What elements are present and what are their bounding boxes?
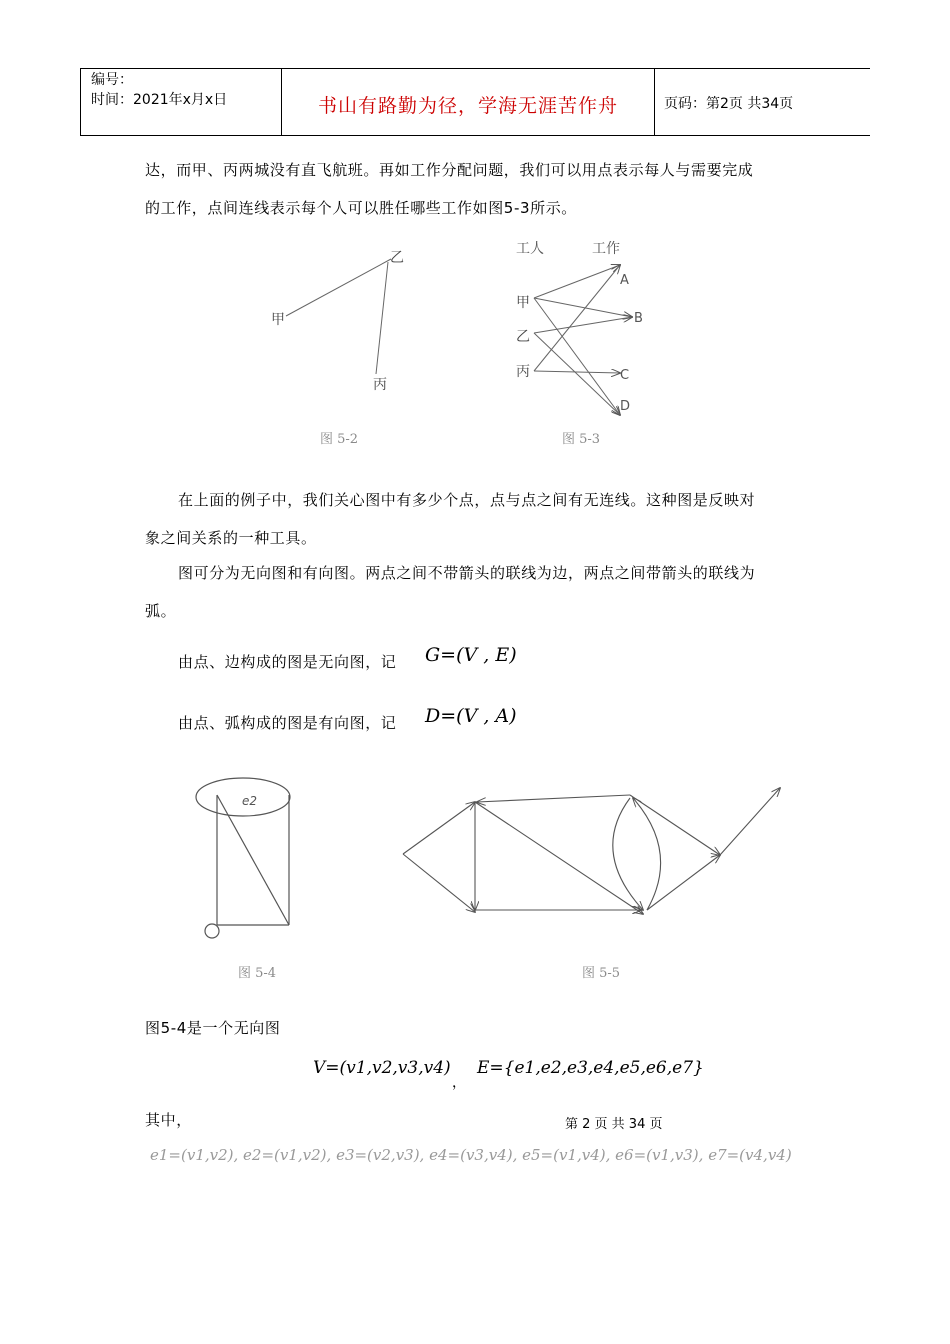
set-separator: ， [452, 1075, 466, 1091]
document-number-label: 编号： [91, 72, 133, 88]
document-time-label: 时间：2021年x月x日 [91, 92, 228, 108]
job-a: A [620, 273, 629, 288]
column-workers-label: 工人 [516, 241, 544, 257]
paragraph-where: 其中， [145, 1111, 192, 1129]
node-jia: 甲 [271, 312, 285, 328]
edge-diagonal [217, 795, 289, 925]
undirected-definition: 由点、边构成的图是无向图，记 [178, 653, 397, 671]
figure-5-5 [395, 780, 790, 940]
figure-5-3 [510, 235, 650, 425]
arc-yi-b [534, 317, 632, 333]
arc-a7 [613, 798, 643, 910]
arc-a9 [630, 795, 720, 855]
node-yi: 乙 [390, 250, 404, 266]
self-loop-edge [205, 924, 219, 938]
edge-e2-label: e2 [242, 794, 258, 808]
arc-a3 [477, 795, 630, 802]
directed-formula: D=(V , A) [425, 705, 517, 727]
header-table [80, 68, 870, 136]
arc-a8 [633, 798, 661, 910]
vertex-set-formula: V=(v1,v2,v3,v4) [313, 1058, 451, 1078]
edge-set-formula: E={e1,e2,e3,e4,e5,e6,e7} [477, 1058, 704, 1078]
arc-yi-d [534, 333, 620, 415]
edge-jia-yi [286, 259, 391, 316]
paragraph-1-line-2: 的工作，点间连线表示每个人可以胜任哪些工作如图5-3所示。 [145, 199, 577, 217]
undirected-formula: G=(V , E) [425, 644, 517, 666]
arc-a2 [403, 854, 475, 912]
paragraph-1-line-1: 达，而甲、丙两城没有直飞航班。再如工作分配问题，我们可以用点表示每人与需要完成 [145, 161, 754, 179]
header-page-cell [654, 69, 870, 135]
paragraph-3-line-2: 弧。 [145, 602, 177, 620]
figure-5-4-caption: 图 5-4 [238, 966, 277, 981]
header-slogan-cell [281, 69, 655, 135]
arc-a1 [403, 802, 475, 854]
edge-yi-bing [376, 262, 388, 374]
arc-bing-a [534, 265, 620, 371]
header-page-number: 页码：第2页 共34页 [664, 96, 794, 112]
worker-bing: 丙 [516, 364, 530, 380]
arc-jia-b [534, 298, 632, 317]
header-meta-cell [80, 69, 281, 135]
edge-definitions-line: e1=(v1,v2), e2=(v1,v2), e3=(v2,v3), e4=(v3,v4), e5=(v1,v4), e6=(v1,v3), e7=(v4,v4) [150, 1146, 792, 1164]
job-d: D [620, 399, 631, 414]
arc-jia-d [534, 298, 620, 415]
worker-yi: 乙 [516, 329, 530, 345]
arc-a11 [720, 788, 780, 855]
job-c: C [620, 368, 630, 383]
paragraph-2-line-1: 在上面的例子中，我们关心图中有多少个点，点与点之间有无连线。这种图是反映对 [178, 491, 756, 509]
paragraph-3-line-1: 图可分为无向图和有向图。两点之间不带箭头的联线为边，两点之间带箭头的联线为 [178, 564, 756, 582]
figure-5-2-caption: 图 5-2 [320, 432, 359, 447]
header-slogan: 书山有路勤为径，学海无涯苦作舟 [317, 95, 618, 117]
figure-5-4 [190, 765, 310, 945]
figure-5-2 [260, 240, 420, 450]
directed-definition: 由点、弧构成的图是有向图，记 [178, 714, 397, 732]
worker-jia: 甲 [516, 295, 530, 311]
paragraph-undirected-example: 图5-4是一个无向图 [145, 1019, 281, 1037]
figure-5-3-caption: 图 5-3 [562, 432, 601, 447]
column-jobs-label: 工作 [592, 241, 620, 257]
paragraph-2-line-2: 象之间关系的一种工具。 [145, 529, 317, 547]
node-bing: 丙 [373, 377, 387, 393]
arc-bing-c [534, 371, 620, 373]
job-b: B [634, 311, 643, 326]
page-footer: 第 2 页 共 34 页 [565, 1117, 663, 1132]
figure-5-5-caption: 图 5-5 [582, 966, 621, 981]
